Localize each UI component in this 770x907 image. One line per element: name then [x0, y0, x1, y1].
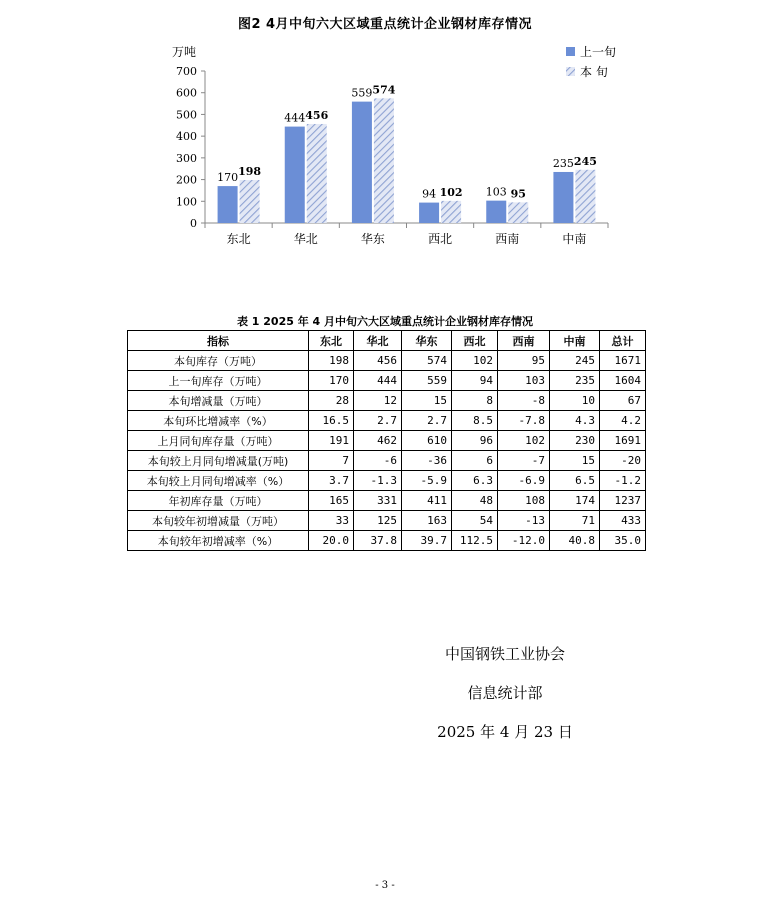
- table-row: [128, 371, 646, 391]
- bar-current: [240, 180, 260, 223]
- table-cell: 54: [452, 511, 498, 531]
- table-row: [128, 531, 646, 551]
- data-label: 170: [217, 171, 239, 185]
- y-tick-label: 200: [176, 173, 197, 187]
- data-label: 245: [573, 154, 597, 168]
- table-row: [128, 411, 646, 431]
- x-tick-label: 华东: [360, 232, 385, 246]
- table-cell: 433: [600, 511, 646, 531]
- table-cell: 456: [354, 351, 402, 371]
- table-cell: 574: [402, 351, 452, 371]
- table-cell: 39.7: [402, 531, 452, 551]
- table-cell: 235: [550, 371, 600, 391]
- table-cell: 96: [452, 431, 498, 451]
- x-tick-label: 西北: [428, 232, 453, 246]
- table-cell: -36: [402, 451, 452, 471]
- y-tick-label: 300: [176, 151, 197, 165]
- bar-current: [441, 201, 461, 223]
- table-cell: -12.0: [498, 531, 550, 551]
- table-cell: 40.8: [550, 531, 600, 551]
- signature-org: 中国钢铁工业协会: [444, 645, 565, 663]
- table-cell: -8: [498, 391, 550, 411]
- page-number: - 3 -: [375, 880, 395, 891]
- table-cell: 108: [498, 491, 550, 511]
- table-cell: 20.0: [309, 531, 354, 551]
- table-cell: 1604: [600, 371, 646, 391]
- header-cell: 东北: [309, 331, 354, 351]
- table-cell: 6.5: [550, 471, 600, 491]
- data-label: 102: [439, 185, 463, 199]
- data-label: 574: [372, 83, 396, 97]
- table-cell: 8: [452, 391, 498, 411]
- row-label: 年初库存量（万吨）: [128, 491, 309, 511]
- signature-date: 2025 年 4 月 23 日: [437, 723, 573, 741]
- table-cell: 462: [354, 431, 402, 451]
- x-tick-label: 东北: [226, 232, 251, 246]
- table-row: [128, 471, 646, 491]
- table-row: [128, 511, 646, 531]
- legend-swatch: [566, 47, 575, 56]
- table-cell: -6: [354, 451, 402, 471]
- table-cell: 48: [452, 491, 498, 511]
- y-tick-label: 700: [176, 65, 197, 78]
- table-cell: 163: [402, 511, 452, 531]
- legend-swatch: [566, 67, 575, 76]
- table-cell: 7: [309, 451, 354, 471]
- table-cell: 2.7: [402, 411, 452, 431]
- table-cell: 15: [550, 451, 600, 471]
- table-cell: 245: [550, 351, 600, 371]
- row-label: 本旬较年初增减量（万吨）: [128, 511, 309, 531]
- table-cell: 2.7: [354, 411, 402, 431]
- table-cell: 1691: [600, 431, 646, 451]
- bar-current: [575, 170, 595, 223]
- data-label: 95: [510, 187, 526, 201]
- bar-previous: [285, 127, 305, 223]
- bar-current: [508, 202, 528, 223]
- table-cell: -1.2: [600, 471, 646, 491]
- table-cell: 191: [309, 431, 354, 451]
- table-row: [128, 351, 646, 371]
- table-cell: 198: [309, 351, 354, 371]
- table-cell: 8.5: [452, 411, 498, 431]
- table-cell: 6: [452, 451, 498, 471]
- x-tick-label: 西南: [495, 232, 520, 246]
- y-tick-label: 500: [176, 108, 197, 122]
- table-title: 表 1 2025 年 4 月中旬六大区域重点统计企业钢材库存情况: [236, 315, 534, 328]
- table-cell: 33: [309, 511, 354, 531]
- y-axis-label: 万吨: [172, 45, 197, 59]
- y-tick-label: 0: [190, 217, 197, 230]
- x-tick-label: 华北: [293, 232, 318, 246]
- data-label: 198: [238, 165, 262, 179]
- bar-previous: [553, 172, 573, 223]
- table-cell: -13: [498, 511, 550, 531]
- table-cell: 67: [600, 391, 646, 411]
- table-cell: 610: [402, 431, 452, 451]
- table-cell: 559: [402, 371, 452, 391]
- table-cell: 71: [550, 511, 600, 531]
- table-cell: -20: [600, 451, 646, 471]
- table-cell: 28: [309, 391, 354, 411]
- table-cell: 94: [452, 371, 498, 391]
- signature-dept: 信息统计部: [467, 684, 543, 702]
- bar-previous: [352, 102, 372, 223]
- table-cell: 112.5: [452, 531, 498, 551]
- row-label: 本旬库存（万吨）: [128, 351, 309, 371]
- table-cell: 331: [354, 491, 402, 511]
- bar-previous: [218, 186, 238, 223]
- table-row: [128, 391, 646, 411]
- bar-current: [307, 124, 327, 223]
- table-cell: 12: [354, 391, 402, 411]
- y-tick-label: 400: [176, 130, 197, 144]
- table-cell: 10: [550, 391, 600, 411]
- table-cell: 103: [498, 371, 550, 391]
- header-cell: 华北: [354, 331, 402, 351]
- header-cell: 总计: [600, 331, 646, 351]
- header-cell: 西北: [452, 331, 498, 351]
- row-label: 上一旬库存（万吨）: [128, 371, 309, 391]
- table-cell: 4.3: [550, 411, 600, 431]
- bar-chart: [0, 0, 770, 300]
- data-label: 94: [422, 187, 437, 201]
- table-cell: 165: [309, 491, 354, 511]
- y-tick-label: 600: [176, 86, 197, 100]
- table-cell: -6.9: [498, 471, 550, 491]
- table-cell: 170: [309, 371, 354, 391]
- table-cell: 1237: [600, 491, 646, 511]
- table-header-row: [128, 331, 646, 351]
- legend-label: 本 旬: [580, 65, 608, 79]
- row-label: 本旬较上月同旬增减量(万吨): [128, 451, 309, 471]
- table-cell: 444: [354, 371, 402, 391]
- table-row: [128, 491, 646, 511]
- table-cell: 1671: [600, 351, 646, 371]
- header-cell: 华东: [402, 331, 452, 351]
- x-tick-label: 中南: [562, 232, 587, 246]
- table-cell: 95: [498, 351, 550, 371]
- table-cell: 125: [354, 511, 402, 531]
- header-cell: 中南: [550, 331, 600, 351]
- header-cell: 指标: [128, 331, 309, 351]
- row-label: 本旬环比增减率（%）: [128, 411, 309, 431]
- table-cell: 102: [452, 351, 498, 371]
- table-cell: -1.3: [354, 471, 402, 491]
- table-cell: 15: [402, 391, 452, 411]
- figure-title: 图2 4月中旬六大区域重点统计企业钢材库存情况: [237, 17, 533, 32]
- table-cell: 35.0: [600, 531, 646, 551]
- table-cell: -7.8: [498, 411, 550, 431]
- table-cell: -5.9: [402, 471, 452, 491]
- data-label: 444: [284, 111, 306, 125]
- y-tick-label: 100: [176, 195, 197, 209]
- row-label: 本旬增减量（万吨）: [128, 391, 309, 411]
- table-row: [128, 431, 646, 451]
- data-label: 235: [552, 156, 574, 170]
- legend-label: 上一旬: [580, 45, 617, 59]
- table-cell: 6.3: [452, 471, 498, 491]
- table-cell: 174: [550, 491, 600, 511]
- row-label: 本旬较年初增减率（%）: [128, 531, 309, 551]
- data-label: 456: [305, 108, 329, 122]
- table-cell: 411: [402, 491, 452, 511]
- table-cell: 230: [550, 431, 600, 451]
- table-cell: -7: [498, 451, 550, 471]
- table-row: [128, 451, 646, 471]
- table-cell: 102: [498, 431, 550, 451]
- bar-previous: [419, 203, 439, 223]
- table-cell: 3.7: [309, 471, 354, 491]
- data-label: 103: [485, 185, 507, 199]
- inventory-table: [127, 330, 646, 551]
- row-label: 上月同旬库存量（万吨）: [128, 431, 309, 451]
- bar-current: [374, 98, 394, 223]
- data-label: 559: [351, 86, 373, 100]
- bar-previous: [486, 201, 506, 223]
- header-cell: 西南: [498, 331, 550, 351]
- table-cell: 37.8: [354, 531, 402, 551]
- table-cell: 4.2: [600, 411, 646, 431]
- row-label: 本旬较上月同旬增减率（%）: [128, 471, 309, 491]
- table-cell: 16.5: [309, 411, 354, 431]
